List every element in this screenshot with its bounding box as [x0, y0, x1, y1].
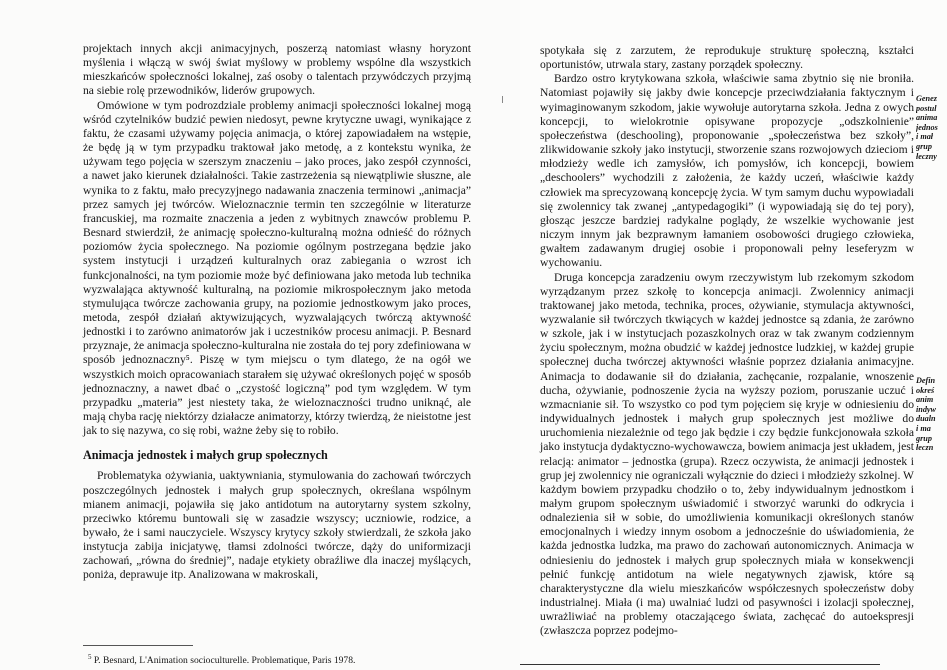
- margin-note-line: anim: [916, 395, 934, 405]
- margin-note-line: okreś: [916, 385, 935, 395]
- margin-note-line: indyw: [916, 404, 937, 414]
- paragraph-animation-concept: Druga koncepcja zaradzeniu owym rzeczywistym lub rzekomym szkodom wyrządzanym przez szkołę to koncepcja animacji. Zwolennicy animacji traktowanej jako metoda, technika, proces, ożywianie, stymulacja aktywności, wyzwalanie sił twórczych tkwiących w każdej jednostce są zdania, że zarówno w szkole, jak i w instytucjach pozaszkolnych oraz w tak zwanym codziennym życiu społecznym, można obudzić w każdej jednostce ludzkiej, w każdej grupie społecznej ducha twórczej aktywności właśnie poprzez działania animacyjne. Animacja to dodawanie sił do działania, zachęcanie, rozpalanie, wnoszenie ducha, ożywianie, podnoszenie życia na wyższy poziom, poruszanie uczuć i wzmacnianie sił. To wszystko co pod tym pojęciem się kryje w odniesieniu do indywidualnych jednostek i małych grup społecznych jest możliwe do uruchomienia niezależnie od tego jak będzie i czy będzie funkcjonowała szkoła jako instytucja dydaktyczno-wychowawcza, bowiem animacja jest układem, jest relacją: animator – jednostka (grupa). Rzecz oczywista, że animacji jednostek i grup jej zwolennicy nie ograniczali wyłącznie do dzieci i młodzieży szkolnej. W każdym bowiem przypadku chodziło o to, żeby indywidualnym jednostkom i małym grupom społecznym uświadomić i stworzyć warunki do odkrycia i odnalezienia sił w sobie, do umożliwienia komunikacji określonych stanów emocjonalnych i wiedzy innym osobom a jednocześnie do uświadomienia, że każda jednostka ludzka, ma prawo do zachowań autonomicznych. Animacja w odniesieniu do jednostek i małych grup społecznych miała w konsekwencji pełnić funkcję antidotum na wiele negatywnych zjawisk, które są charakterystyczne dla wielu mieszkańców współczesnych społeczeństw doby industrialnej. Miała (i ma) uwalniać ludzi od pasywności i izolacji społecznej, uwrażliwiać na problemy otaczającego świata, zachęcać do autoekspresji (zwłaszcza poprzez podejmo-: [540, 270, 914, 638]
- footnote-number: 5: [88, 653, 92, 661]
- margin-note-line: jednos: [916, 122, 938, 132]
- gutter-mark: [502, 96, 503, 103]
- margin-note-line: grup: [916, 141, 932, 151]
- section-heading: Animacja jednostek i małych grup społecznych: [83, 448, 328, 463]
- margin-note-line: grup: [916, 433, 932, 443]
- footnote-divider: [83, 645, 193, 646]
- paragraph-two-concepts: Bardzo ostro krytykowana szkoła, właściwie sama zbytnio się nie broniła. Natomiast pojawiły się jakby dwie koncepcje przeciwdziałania faktycznym i wyimaginowanym szkodom, jakie wywołuje autorytarna szkoła. Jedna z owych koncepcji, to wielokrotnie opisywane propozycje „odszkolnienie” społeczeństwa (deschooling), proponowanie „społeczeństwa bez szkoły”, zlikwidowanie szkoły jako instytucji, stworzenie szans rozwojowych dzieciom i młodzieży wedle ich zamysłów, ich pomysłów, ich koncepcji, bowiem „deschoolers” wychodzili z założenia, że każdy uczeń, właściwie każdy człowiek ma sprecyzowaną koncepcję życia. W tym samym duchu wypowiadali się zwolennicy tak zwanej „antypedagogiki” (i wypowiadają się do tej pory), głosząc jeszcze bardziej radykalne poglądy, że wszelkie wychowanie jest niczym innym jak bezprawnym łamaniem osobowości drugiego człowieka, gwałtem zadawanym drugiej osobie i proponowali pełny leseferyzm w wychowaniu.: [540, 72, 914, 270]
- margin-note-line: dualn: [916, 414, 936, 424]
- margin-note-line: Defin: [916, 376, 936, 385]
- margin-note-line: łeczny: [916, 151, 937, 161]
- margin-note-line: postul: [916, 103, 937, 113]
- paragraph-continuation: spotykała się z zarzutem, że reprodukuje strukturę społeczną, kształci oportunistów, utrwala stary, zastany porządek społeczny.: [540, 44, 914, 72]
- margin-note-line: i ma: [916, 423, 931, 433]
- right-text-column: [540, 44, 914, 639]
- bottom-rule: [520, 664, 880, 665]
- margin-note-line: i mał: [916, 132, 934, 142]
- margin-note-line: łeczn: [916, 443, 934, 453]
- right-page: [520, 0, 947, 670]
- margin-note-line: Genez: [916, 94, 937, 103]
- footnote: [88, 653, 355, 666]
- margin-notes-middle: [916, 376, 947, 453]
- margin-notes-top: [916, 94, 947, 161]
- margin-note-line: anima: [916, 113, 938, 123]
- paragraph-individual-animation: Problematyka ożywiania, uaktywniania, stymulowania do zachowań twórczych poszczególnych jednostek i małych grup społecznych, określana wspólnym mianem animacji, pojawiła się jako antidotum na autorytarny system szkolny, przeciwko któremu buntowali się w zasadzie wszyscy; uczniowie, rodzice, a bywało, że i sami nauczyciele. Wszyscy krytycy szkoły stwierdzali, że szkoła jako instytucja zabija inicjatywę, tłamsi zdolności twórcze, dąży do uniformizacji zachowań, „równa do średniej”, nadaje etykiety obraźliwe dla inaczej myślących, poniża, deprawuje itp. Analizowana w makroskali,: [83, 469, 471, 582]
- footnote-text: P. Besnard, L'Animation socioculturelle. Problematique, Paris 1978.: [93, 655, 356, 667]
- paragraph-animation-definitions: Omówione w tym podrozdziale problemy animacji społeczności lokalnej mogą wśród czytelników budzić pewien niedosyt, pewne krytyczne uwagi, wynikające z faktu, że czasami używamy pojęcia animacja, o której zapowiadałem na wstępie, że będę ją w tym przypadku traktował jako metodę, a z kontekstu wynika, że używam tego pojęcia w szerszym znaczeniu – jako proces, jako zespół czynności, a nawet jako kierunek działalności. Takie zastrzeżenia są niewątpliwie słuszne, ale wynika to z faktu, mało precyzyjnego nadawania znaczenia terminowi „animacja” przez samych jej twórców. Wieloznacznie termin ten szczególnie w literaturze francuskiej, ma rozmaite znaczenia a jeden z wybitnych znawców problemu P. Besnard stwierdził, że animację społeczno-kulturalną można odnieść do różnych poziomów życia społecznego. Na poziomie ogólnym postrzegana będzie jako system instytucji i urządzeń kulturalnych oraz zabiegania o wzrost ich funkcjonalności, na tym poziomie może być definiowana jako metoda lub technika wyzwalająca aktywność kulturalną, na poziomie mikrospołecznym jako metoda stymulująca twórcze zachowania grupy, na poziomie jednostkowym jako proces, metoda, zespół działań aktywizujących, wyzwalających twórczą aktywność jednostki i to zarówno animatorów jak i uczestników procesu animacji. P. Besnard przyznaje, że animacja społeczno-kulturalna nie została do tej pory zdefiniowana w sposób jednoznaczny⁵. Piszę w tym miejscu o tym dlatego, że na ogół we wszystkich moich opracowaniach starałem się używać określonych pojęć w sposób jednoznaczny, a nawet dbać o „czystość logiczną” pod tym względem. W tym przypadku „materia” jest niestety taka, że wieloznaczności trudno uniknąć, ale mają chyba rację niektórzy działacze animatorzy, którzy twierdzą, że nieistotne jest jak to się nazywa, co się robi, ważne żeby się to robiło.: [83, 98, 471, 438]
- paragraph-continuation: projektach innych akcji animacyjnych, poszerzą natomiast własny horyzont myślenia i włączą w swój świat myślowy w problemy wspólne dla wszystkich mieszkańców społeczności lokalnej, zaś osoby o talentach przywódczych przyjmą na siebie rolę przewodników, liderów grupowych.: [83, 42, 471, 98]
- left-text-column: [83, 42, 471, 583]
